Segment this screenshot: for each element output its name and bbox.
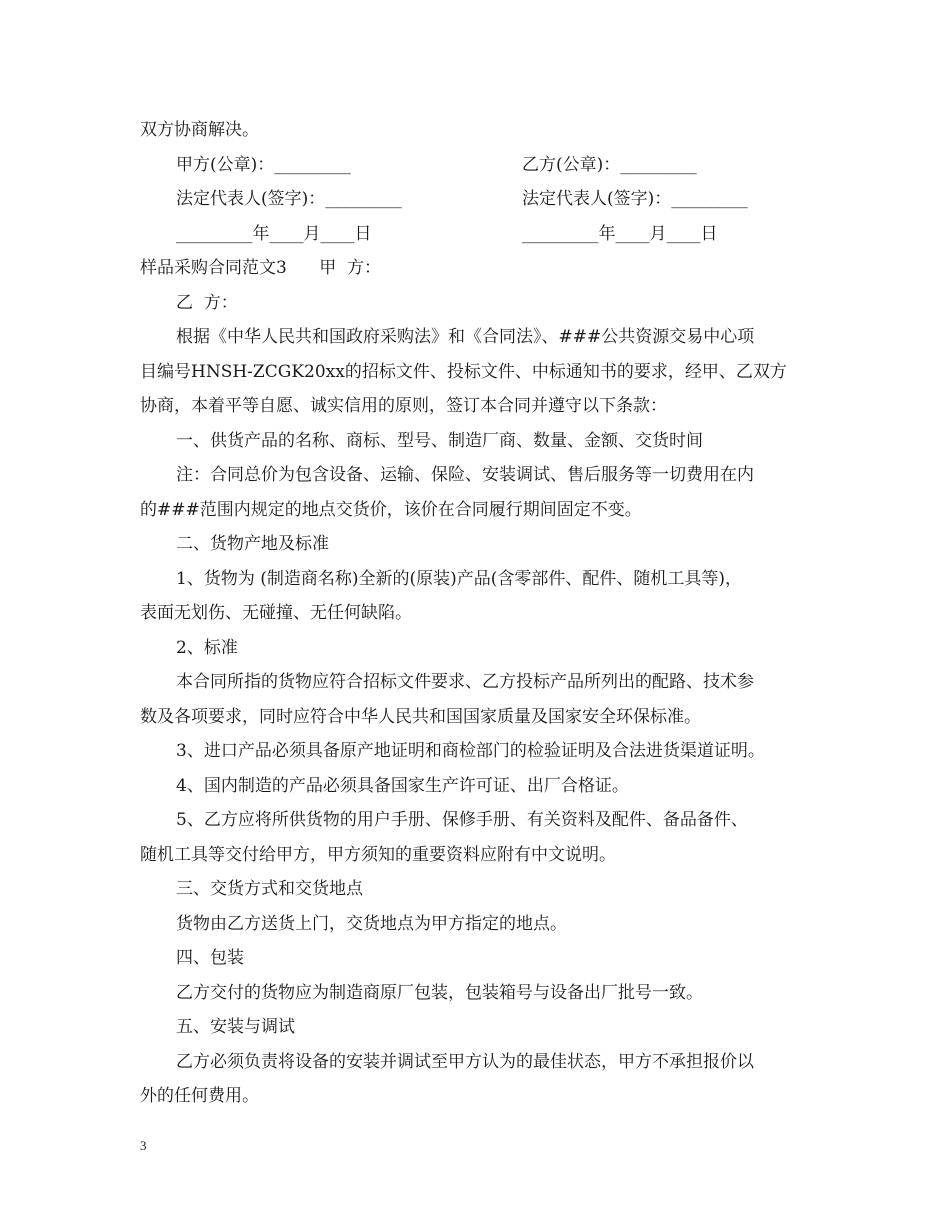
clause-2-item-2-line: 本合同所指的货物应符合招标文件要求、乙方投标产品所列出的配路、技术参	[176, 672, 754, 692]
signature-row-representative	[140, 182, 820, 217]
clause-1-title: 一、供货产品的名称、商标、型号、制造厂商、数量、金额、交货时间	[176, 430, 703, 451]
party-b-seal-field: 乙方(公章)：_________	[522, 154, 697, 175]
clause-2-item-2-line: 数及各项要求，同时应符合中华人民共和国国家质量及国家安全环保标准。	[140, 706, 701, 727]
clause-2-item-3: 3、进口产品必须具备原产地证明和商检部门的检验证明及合法进货渠道证明。	[176, 741, 765, 761]
clause-3-body: 货物由乙方送货上门，交货地点为甲方指定的地点。	[176, 913, 567, 934]
clause-2-item-5-line: 5、乙方应将所供货物的用户手册、保修手册、有关资料及配件、备品备件、	[176, 810, 748, 830]
signature-row-date	[140, 217, 820, 252]
party-a-date-field: _________年____月____日	[176, 223, 372, 244]
clause-1-note-line: 的###范围内规定的地点交货价，该价在合同履行期间固定不变。	[140, 499, 642, 520]
clause-2-item-5-line: 随机工具等交付给甲方，甲方须知的重要资料应附有中文说明。	[140, 844, 616, 865]
clause-3-title: 三、交货方式和交货地点	[176, 879, 363, 899]
party-a-representative-field: 法定代表人(签字)：_________	[176, 189, 402, 209]
document-body	[140, 113, 820, 1114]
signature-row-seal	[140, 148, 820, 183]
clause-5-body-line: 乙方必须负责将设备的安装并调试至甲方认为的最佳状态，甲方不承担报价以	[176, 1051, 754, 1072]
intro-line: 根据《中华人民共和国政府采购法》和《合同法》、###公共资源交易中心项	[176, 327, 755, 347]
clause-5-title: 五、安装与调试	[176, 1017, 295, 1037]
page-number: 3	[140, 1138, 147, 1153]
paragraph-line: 双方协商解决。	[140, 120, 259, 140]
clause-4-body: 乙方交付的货物应为制造商原厂包装，包装箱号与设备出厂批号一致。	[176, 982, 703, 1003]
intro-line: 协商，本着平等自愿、诚实信用的原则，签订本合同并遵守以下条款：	[140, 396, 667, 416]
clause-2-item-2-title: 2、标准	[176, 637, 238, 658]
clause-2-item-1-line: 表面无划伤、无碰撞、无任何缺陷。	[140, 603, 412, 623]
clause-2-item-1-line: 1、货物为 (制造商名称)全新的(原装)产品(含零部件、配件、随机工具等)，	[176, 568, 743, 589]
clause-5-body-line: 外的任何费用。	[140, 1086, 259, 1106]
intro-line: 目编号HNSH-ZCGK20xx的招标文件、投标文件、中标通知书的要求，经甲、乙双方	[140, 361, 787, 382]
clause-2-item-4: 4、国内制造的产品必须具备国家生产许可证、出厂合格证。	[176, 775, 629, 796]
party-a-seal-field: 甲方(公章)：_________	[176, 154, 351, 175]
party-b-representative-field: 法定代表人(签字)：_________	[522, 189, 748, 209]
clause-2-title: 二、货物产地及标准	[176, 534, 329, 554]
clause-1-note-line: 注：合同总价为包含设备、运输、保险、安装调试、售后服务等一切费用在内	[176, 465, 754, 485]
clause-4-title: 四、包装	[176, 948, 244, 968]
party-b-date-field: _________年____月____日	[522, 223, 718, 244]
section-heading: 样品采购合同范文3 甲 方：	[140, 258, 382, 278]
party-b-label: 乙 方：	[176, 292, 238, 313]
